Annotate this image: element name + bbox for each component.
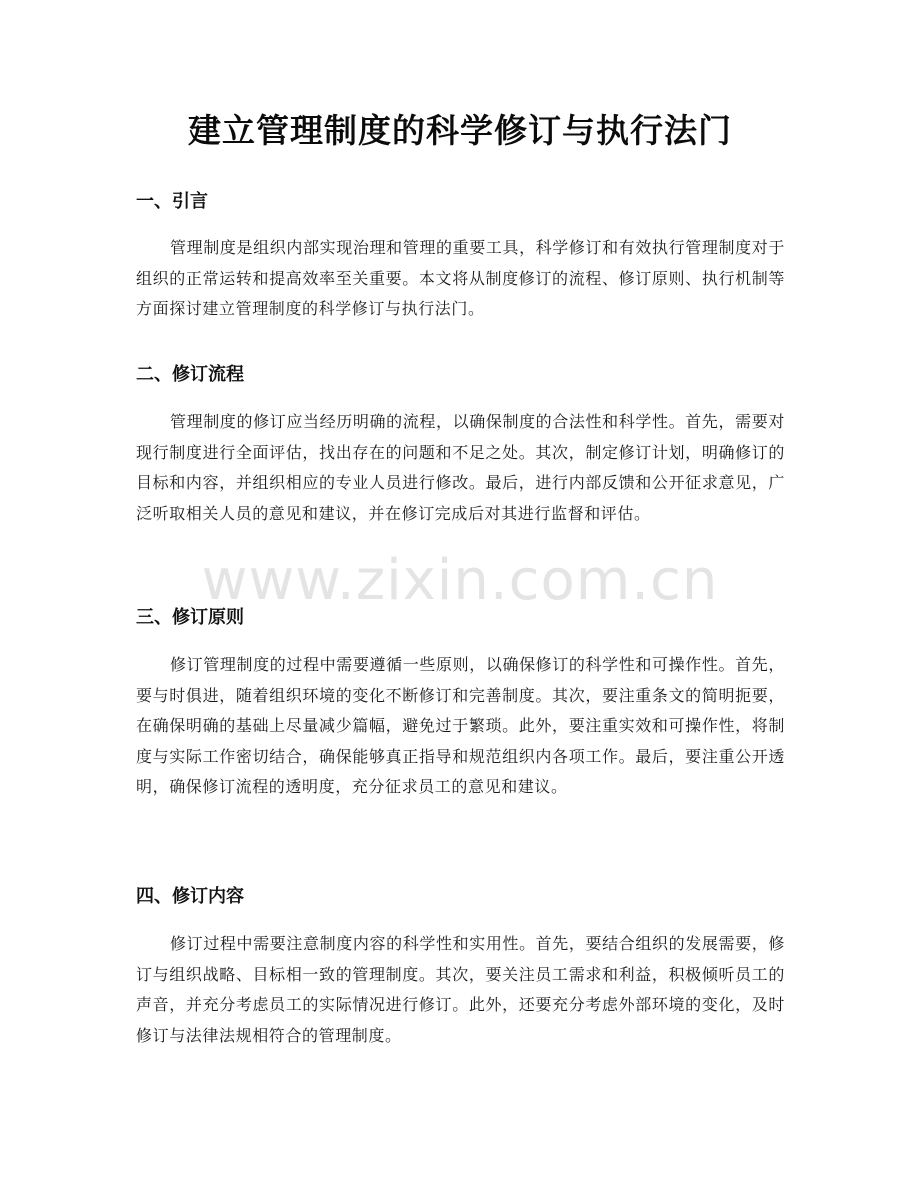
document-title: 建立管理制度的科学修订与执行法门 [188, 111, 732, 150]
section-paragraph-introduction: 管理制度是组织内部实现治理和管理的重要工具，科学修订和有效执行管理制度对于组织的正常运转和提高效率至关重要。本文将从制度修订的流程、修订原则、执行机制等方面探讨建立管理制度的科学修订与执行法门。 [136, 238, 785, 318]
section-heading-revision-process: 二、修订流程 [136, 364, 244, 385]
section-paragraph-revision-principles: 修订管理制度的过程中需要遵循一些原则，以确保修订的科学性和可操作性。首先，要与时俱进，随着组织环境的变化不断修订和完善制度。其次，要注重条文的简明扼要，在确保明确的基础上尽量减少篇幅，避免过于繁琐。此外，要注重实效和可操作性，将制度与实际工作密切结合，确保能够真正指导和规范组织内各项工作。最后，要注重公开透明，确保修订流程的透明度，充分征求员工的意见和建议。 [136, 655, 785, 796]
watermark-text: www.zixin.com.cn [201, 548, 719, 613]
section-heading-revision-content: 四、修订内容 [136, 886, 244, 907]
section-heading-introduction: 一、引言 [136, 191, 208, 212]
section-paragraph-revision-content: 修订过程中需要注意制度内容的科学性和实用性。首先，要结合组织的发展需要，修订与组织战略、目标相一致的管理制度。其次，要关注员工需求和利益，积极倾听员工的声音，并充分考虑员工的实际情况进行修订。此外，还要充分考虑外部环境的变化，及时修订与法律法规相符合的管理制度。 [136, 934, 785, 1045]
section-heading-revision-principles: 三、修订原则 [136, 607, 244, 628]
section-paragraph-revision-process: 管理制度的修订应当经历明确的流程，以确保制度的合法性和科学性。首先，需要对现行制度进行全面评估，找出存在的问题和不足之处。其次，制定修订计划，明确修订的目标和内容，并组织相应的专业人员进行修改。最后，进行内部反馈和公开征求意见，广泛听取相关人员的意见和建议，并在修订完成后对其进行监督和评估。 [136, 412, 785, 523]
